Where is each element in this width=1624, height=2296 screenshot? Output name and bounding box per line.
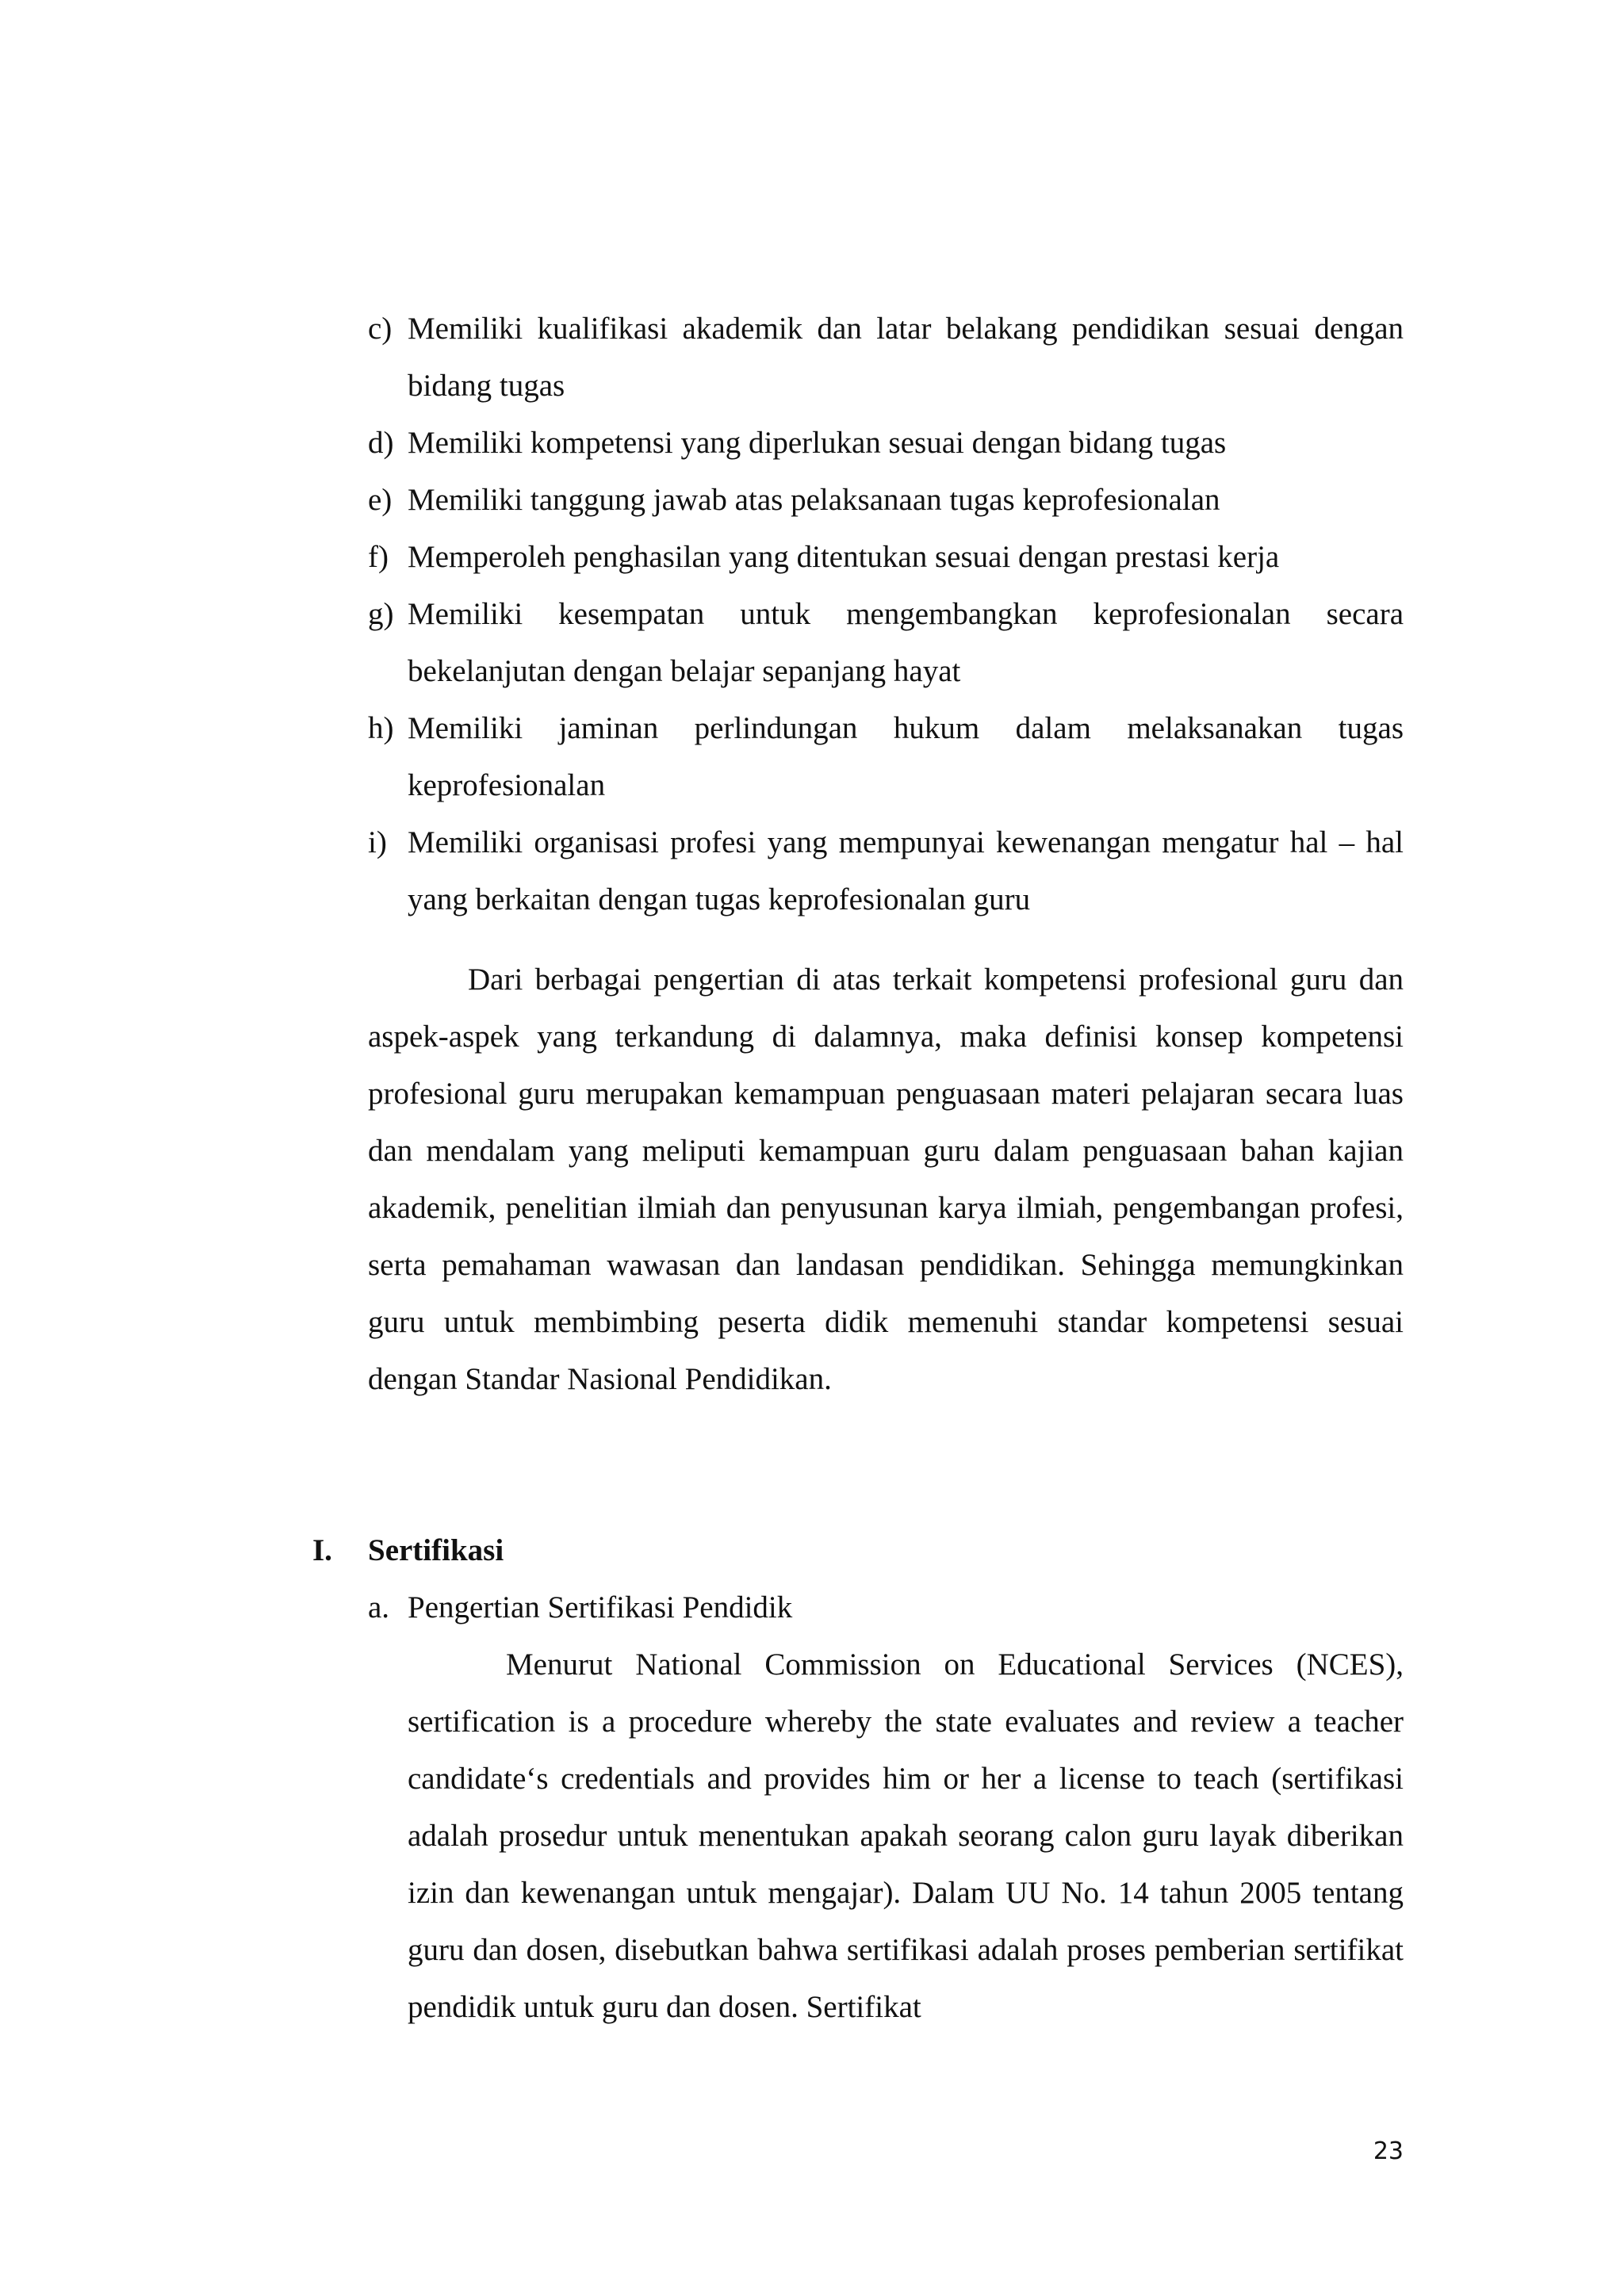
section-number: I. <box>312 1533 332 1567</box>
subsection-title: Pengertian Sertifikasi Pendidik <box>408 1590 793 1624</box>
list-item-text: Memiliki kesempatan untuk mengembangkan keprofesionalan secara bekelanjutan dengan belajar sepanjang hayat <box>408 597 1404 688</box>
list-marker: c) <box>368 312 393 346</box>
list-item <box>368 415 1404 472</box>
list-item <box>368 529 1404 586</box>
subsection-marker: a. <box>368 1590 390 1624</box>
requirements-list <box>368 300 1404 928</box>
list-item <box>368 472 1404 529</box>
subsection-heading <box>368 1579 1404 1636</box>
list-marker: d) <box>368 426 394 460</box>
section-heading <box>312 1522 1423 1579</box>
section-title: Sertifikasi <box>368 1533 504 1567</box>
list-item-text: Memiliki kompetensi yang diperlukan sesuai dengan bidang tugas <box>408 426 1227 460</box>
list-marker: f) <box>368 540 389 574</box>
list-marker: g) <box>368 597 394 631</box>
list-item-text: Memiliki jaminan perlindungan hukum dalam melaksanakan tugas keprofesionalan <box>408 711 1404 802</box>
body-paragraph: Dari berbagai pengertian di atas terkait kompetensi profesional guru dan aspek-aspek yang terkandung di dalamnya, maka definisi konsep kompetensi profesional guru merupakan kemampuan penguasaan materi pelajaran secara luas dan mendalam yang meliputi kemampuan guru dalam penguasaan bahan kajian akademik, penelitian ilmiah dan penyusunan karya ilmiah, pengembangan profesi, serta pemahaman wawasan dan landasan pendidikan. Sehingga memungkinkan guru untuk membimbing peserta didik memenuhi standar kompetensi sesuai dengan Standar Nasional Pendidikan. <box>368 962 1404 1396</box>
list-marker: i) <box>368 825 387 859</box>
list-item-text: Memiliki kualifikasi akademik dan latar belakang pendidikan sesuai dengan bidang tugas <box>408 312 1404 403</box>
list-item <box>368 586 1404 700</box>
list-item <box>368 814 1404 928</box>
list-item-text: Memiliki tanggung jawab atas pelaksanaan tugas keprofesionalan <box>408 483 1220 517</box>
list-item-text: Memperoleh penghasilan yang ditentukan sesuai dengan prestasi kerja <box>408 540 1280 574</box>
list-marker: h) <box>368 711 394 745</box>
page-number: 23 <box>1373 2137 1404 2165</box>
list-item <box>368 300 1404 415</box>
list-item <box>368 700 1404 814</box>
subsection-paragraph: Menurut National Commission on Educational Services (NCES), sertification is a procedure whereby the state evaluates and review a teacher candidate‘s credentials and provides him or her a license to teach (sertifikasi adalah prosedur untuk menentukan apakah seorang calon guru layak diberikan izin dan kewenangan untuk mengajar). Dalam UU No. 14 tahun 2005 tentang guru dan dosen, disebutkan bahwa sertifikasi adalah proses pemberian sertifikat pendidik untuk guru dan dosen. Sertifikat <box>408 1647 1404 2024</box>
list-item-text: Memiliki organisasi profesi yang mempunyai kewenangan mengatur hal – hal yang berkaitan dengan tugas keprofesionalan guru <box>408 825 1404 916</box>
list-marker: e) <box>368 483 393 517</box>
